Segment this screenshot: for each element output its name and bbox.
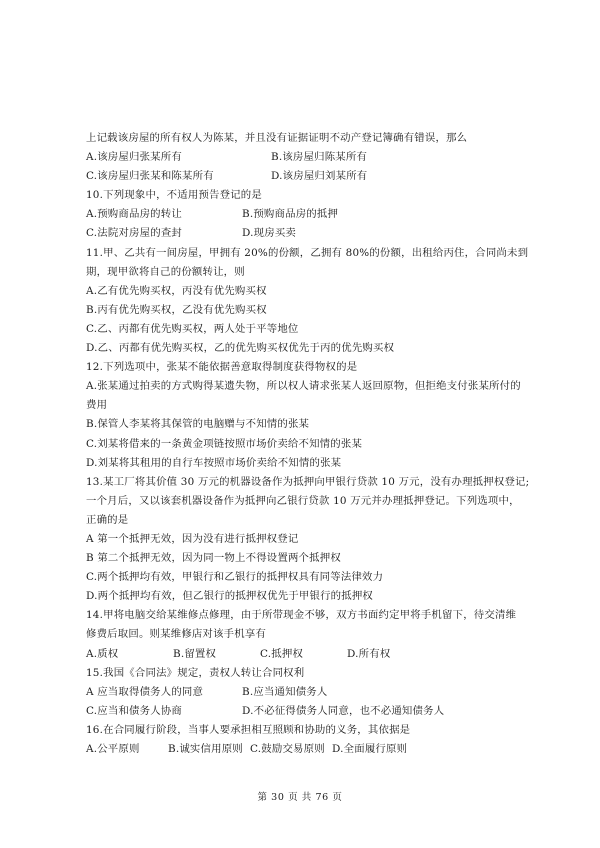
question-11-option-d: D.乙、丙都有优先购买权，乙的优先购买权优先于丙的优先购买权: [86, 342, 395, 355]
question-10-option-c: C.法院对房屋的查封: [86, 227, 183, 240]
question-9-stem-tail: 上记载该房屋的所有权人为陈某，并且没有证据证明不动产登记簿确有错误，那么: [86, 132, 468, 144]
question-9-option-b: B.该房屋归陈某所有: [271, 151, 368, 164]
question-16-option-d: D.全面履行原则: [332, 743, 408, 755]
question-11-stem-line-2: 期，现甲欲将自己的份额转让，则: [86, 265, 245, 278]
question-16-option-a: A.公平原则: [86, 743, 140, 755]
question-13-option-a: A 第一个抵押无效，因为没有进行抵押权登记: [86, 532, 299, 545]
question-13-option-c: C.两个抵押均有效，甲银行和乙银行的抵押权具有同等法律效力: [86, 571, 384, 584]
question-10-options-row-2: [86, 224, 516, 243]
question-13-option-d: D.两个抵押均有效，但乙银行的抵押权优先于甲银行的抵押权: [86, 590, 374, 603]
question-16-options: [86, 740, 516, 759]
page-content: [86, 129, 530, 759]
question-15-option-c: C.应当和债务人协商: [86, 704, 183, 717]
question-13-option-b: B 第二个抵押无效，因为同一物上不得设置两个抵押权: [86, 552, 341, 565]
question-13-stem-line-1: 13.某工厂将其价值 30 万元的机器设备作为抵押向甲银行贷款 10 万元，没有办理抵押权登记;: [86, 475, 530, 488]
question-10-options-row-1: [86, 205, 516, 224]
question-14-option-d: D.所有权: [347, 647, 391, 660]
question-10-option-a: A.预购商品房的转让: [86, 208, 182, 221]
question-12-option-a-line-2: 费用: [86, 399, 108, 412]
question-14-stem-line-2: 修费后取回。则某维修店对该手机享有: [86, 628, 267, 641]
question-15-options-row-1: [86, 683, 516, 702]
question-15-options-row-2: [86, 702, 516, 721]
question-11-option-b: B.丙有优先购买权，乙没有优先购买权: [86, 303, 267, 316]
question-16-stem: 16.在合同履行阶段，当事人要承担相互照顾和协助的义务，其依据是: [86, 723, 411, 736]
question-14-options: [86, 645, 516, 664]
question-15-option-b: B.应当通知债务人: [242, 685, 328, 698]
question-9-options-row-2: [86, 167, 516, 186]
question-13-stem-line-3: 正确的是: [86, 513, 129, 526]
question-12-option-d: D.刘某将其租用的自行车按照市场价卖给不知情的张某: [86, 456, 342, 469]
question-12-option-c: C.刘某将借来的一条黄金项链按照市场价卖给不知情的张某: [86, 437, 363, 450]
question-14-option-a: A.质权: [86, 647, 119, 660]
question-15-option-a: A 应当取得债务人的同意: [86, 685, 204, 698]
question-14-option-b: B.留置权: [173, 647, 217, 660]
question-11-stem-line-1: 11.甲、乙共有一间房屋，甲拥有 20%的份额，乙拥有 80%的份额，出租给丙住，合同尚未到: [86, 246, 529, 259]
question-9-option-c: C.该房屋归张某和陈某所有: [86, 170, 214, 183]
question-14-stem-line-1: 14.甲将电脑交给某维修点修理，由于所带现金不够，双方书面约定甲将手机留下，待交清维: [86, 609, 517, 622]
question-14-option-c: C.抵押权: [260, 647, 304, 660]
question-10-option-d: D.现房买卖: [242, 227, 297, 240]
question-16-option-c: C.鼓励交易原则: [250, 743, 325, 755]
question-11-option-c: C.乙、丙都有优先购买权，两人处于平等地位: [86, 322, 299, 335]
question-10-stem: 10.下列现象中，不适用预告登记的是: [86, 189, 262, 202]
question-12-stem: 12.下列选项中，张某不能依据善意取得制度获得物权的是: [86, 361, 358, 374]
question-9-options-row-1: [86, 148, 516, 167]
question-11-option-a: A.乙有优先购买权，丙没有优先购买权: [86, 284, 267, 297]
question-15-stem: 15.我国《合同法》规定，责权人转让合同权利: [86, 666, 305, 679]
question-12-option-b: B.保管人李某将其保管的电脑赠与不知情的张某: [86, 418, 310, 431]
question-16-option-b: B.诚实信用原则: [168, 743, 243, 755]
question-15-option-d: D.不必征得债务人同意，也不必通知债务人: [242, 704, 445, 717]
page-number-footer: 第 30 页 共 76 页: [257, 792, 343, 803]
question-12-option-a-line-1: A.张某通过拍卖的方式购得某遗失物，所以权人请求张某人返回原物，但拒绝支付张某所付的: [86, 380, 521, 393]
question-10-option-b: B.预购商品房的抵押: [242, 208, 339, 221]
question-9-option-a: A.该房屋归张某所有: [86, 151, 182, 164]
question-9-option-d: D.该房屋归刘某所有: [271, 170, 368, 183]
question-13-stem-line-2: 一个月后，又以该套机器设备作为抵押向乙银行贷款 10 万元并办理抵押登记。下列选项中，: [86, 494, 520, 507]
